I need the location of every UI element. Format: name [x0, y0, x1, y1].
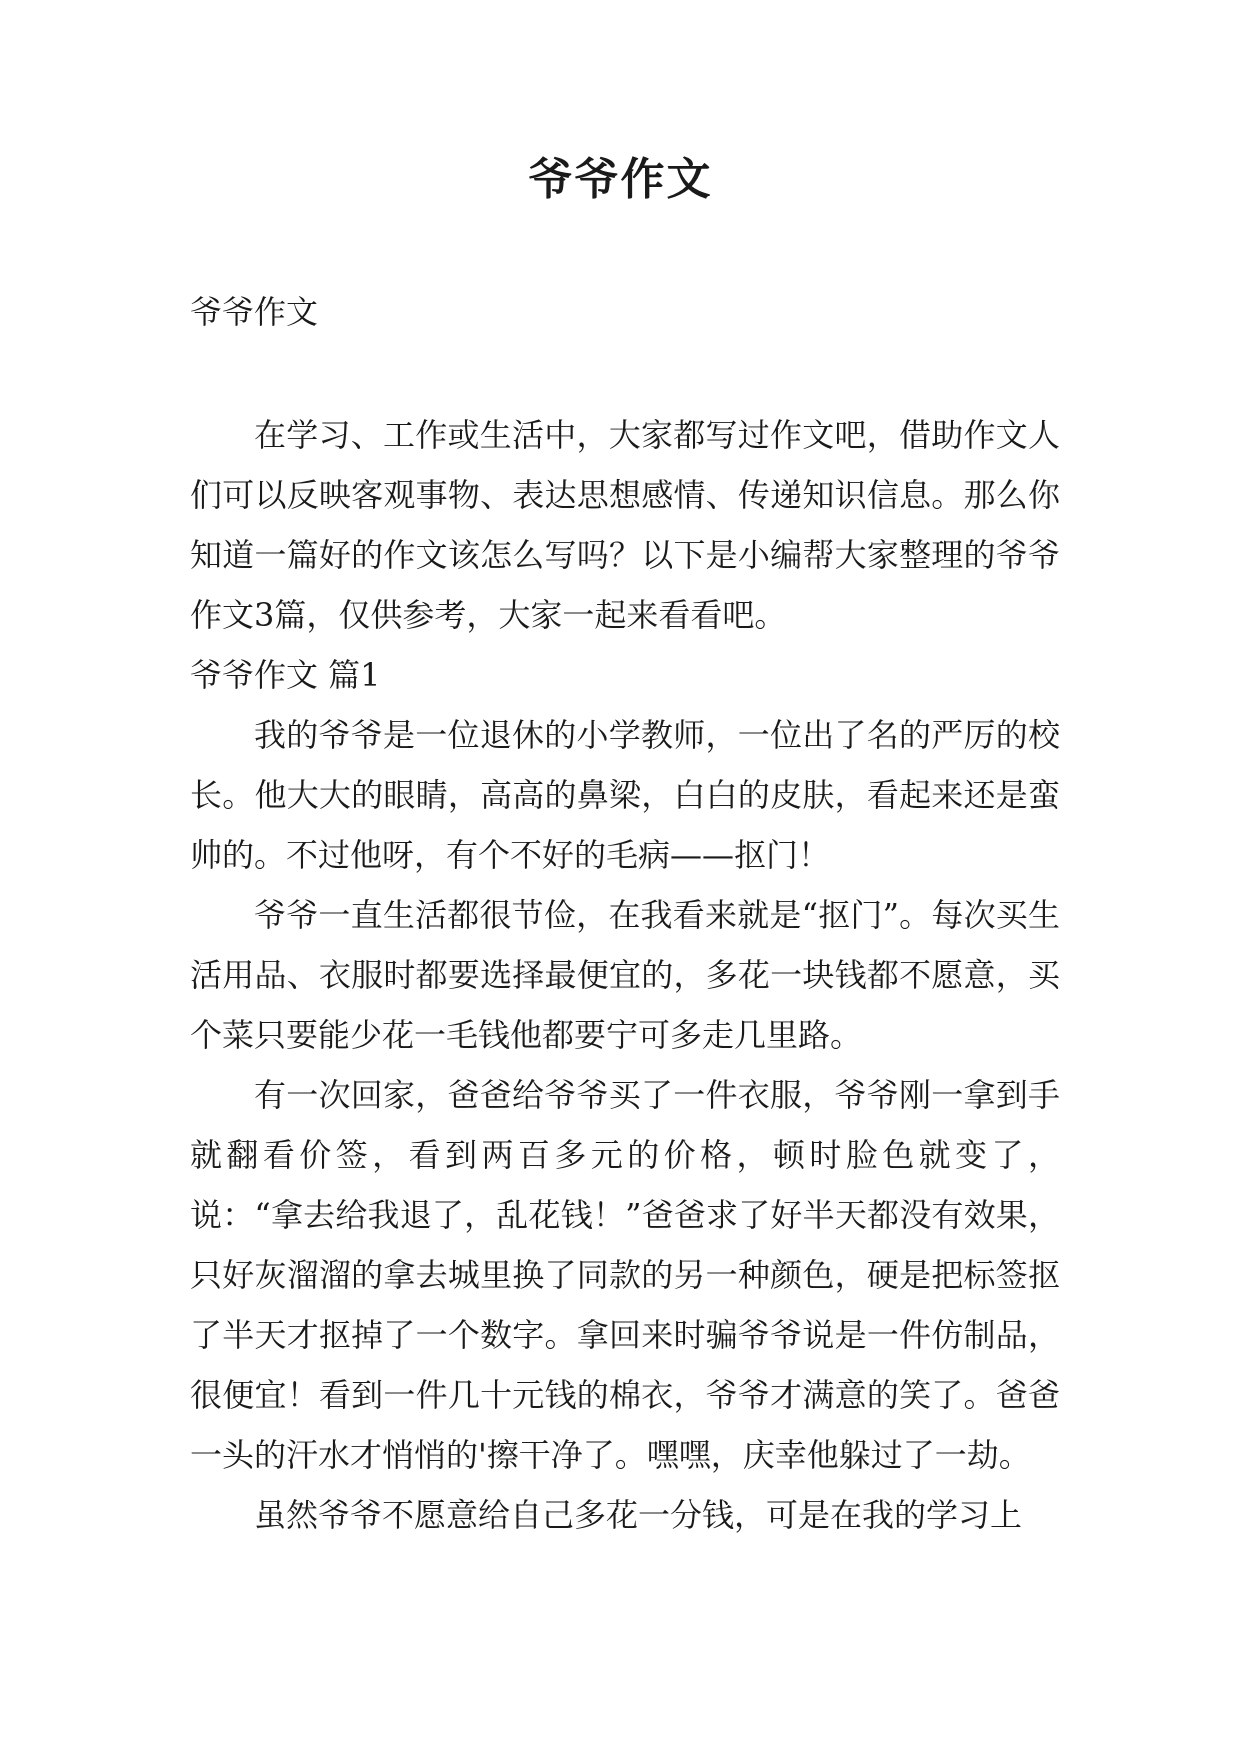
body-paragraph: 爷爷一直生活都很节俭，在我看来就是“抠门”。每次买生活用品、衣服时都要选择最便宜的，多花一块钱都不愿意，买个菜只要能少花一毛钱他都要宁可多走几里路。 [190, 896, 1060, 1054]
document-subtitle: 爷爷作文 [190, 293, 319, 331]
intro-paragraph: 在学习、工作或生活中，大家都写过作文吧，借助作文人们可以反映客观事物、表达思想感情、传递知识信息。那么你知道一篇好的作文该怎么写吗？以下是小编帮大家整理的爷爷作文3篇，仅供参考，大家一起来看看吧。 [190, 416, 1060, 634]
document-title: 爷爷作文 [528, 154, 713, 205]
section-heading: 爷爷作文 篇1 [190, 656, 381, 694]
document-body [190, 405, 1060, 1545]
body-paragraph: 虽然爷爷不愿意给自己多花一分钱，可是在我的学习上 [254, 1496, 1023, 1534]
body-paragraph: 有一次回家，爸爸给爷爷买了一件衣服，爷爷刚一拿到手就翻看价签，看到两百多元的价格，顿时脸色就变了，说：“拿去给我退了，乱花钱！”爸爸求了好半天都没有效果，只好灰溜溜的拿去城里换了同款的另一种颜色，硬是把标签抠了半天才抠掉了一个数字。拿回来时骗爷爷说是一件仿制品，很便宜！看到一件几十元钱的棉衣，爷爷才满意的笑了。爸爸一头的汗水才悄悄的'擦干净了。嘿嘿，庆幸他躲过了一劫。 [190, 1076, 1060, 1474]
body-paragraph: 我的爷爷是一位退休的小学教师，一位出了名的严厉的校长。他大大的眼睛，高高的鼻梁，白白的皮肤，看起来还是蛮帅的。不过他呀，有个不好的毛病——抠门！ [190, 716, 1060, 874]
